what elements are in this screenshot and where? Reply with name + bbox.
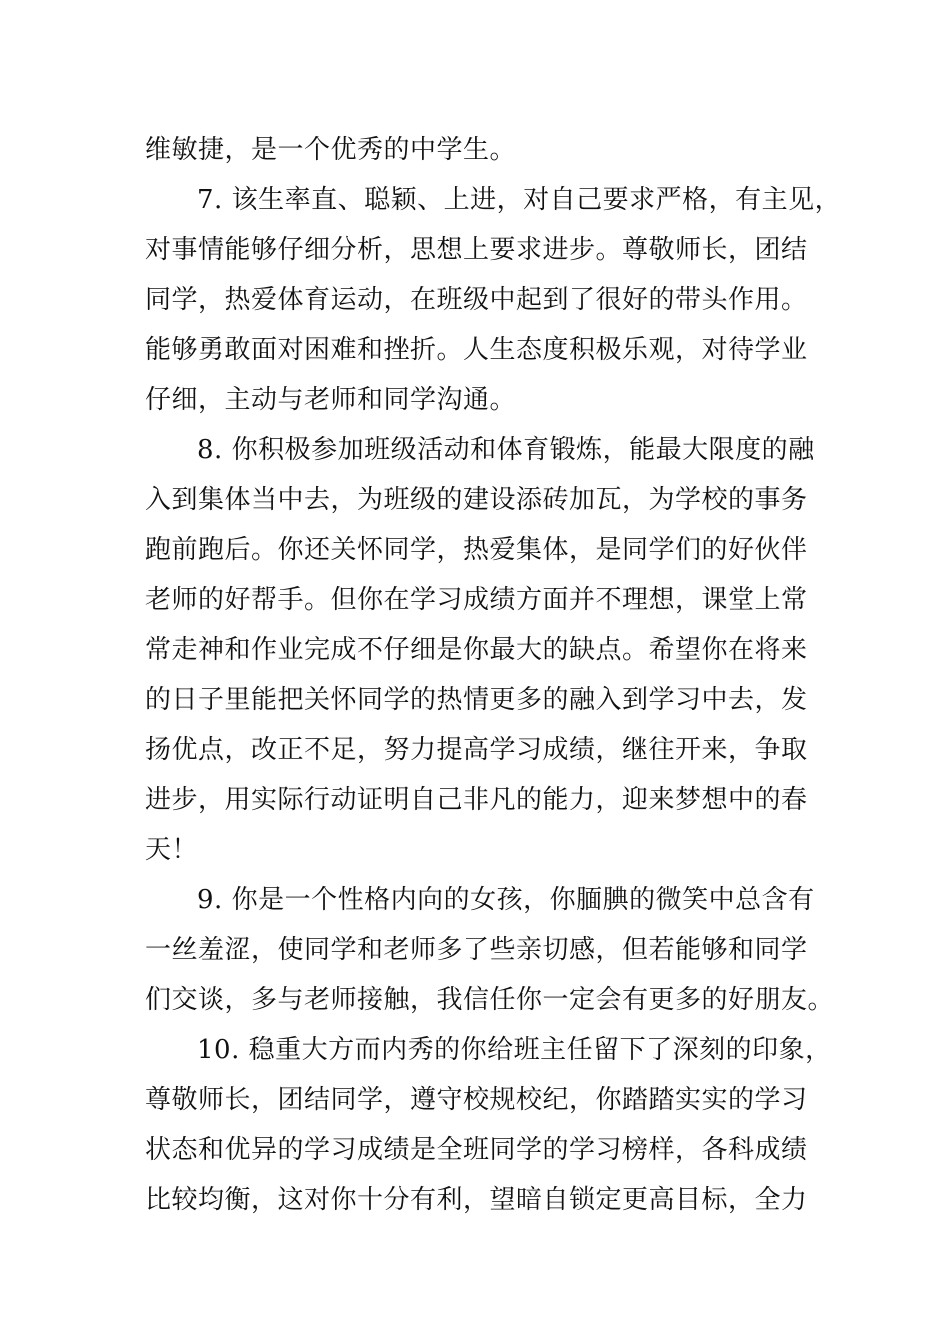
text-line: 能够勇敢面对困难和挫折。人生态度积极乐观，对待学业: [145, 335, 808, 365]
text-line: 们交谈，多与老师接触，我信任你一定会有更多的好朋友。: [145, 985, 835, 1015]
text-line: 天！: [145, 835, 199, 865]
text-line: 比较均衡，这对你十分有利，望暗自锁定更高目标，全力: [145, 1185, 808, 1215]
text-line: 一丝羞涩，使同学和老师多了些亲切感，但若能够和同学: [145, 935, 808, 965]
text-line: 7. 该生率直、聪颖、上进，对自己要求严格，有主见，: [197, 185, 842, 215]
text-line: 扬优点，改正不足，努力提高学习成绩，继往开来，争取: [145, 735, 808, 765]
text-line: 老师的好帮手。但你在学习成绩方面并不理想，课堂上常: [145, 585, 808, 615]
text-line: 进步，用实际行动证明自己非凡的能力，迎来梦想中的春: [145, 785, 808, 815]
text-line: 常走神和作业完成不仔细是你最大的缺点。希望你在将来: [145, 635, 808, 665]
text-line: 8. 你积极参加班级活动和体育锻炼，能最大限度的融: [197, 435, 815, 465]
text-line: 维敏捷，是一个优秀的中学生。: [145, 135, 517, 165]
text-line: 10. 稳重大方而内秀的你给班主任留下了深刻的印象，: [197, 1035, 832, 1065]
text-line: 状态和优异的学习成绩是全班同学的学习榜样，各科成绩: [145, 1135, 808, 1165]
text-line: 9. 你是一个性格内向的女孩，你腼腆的微笑中总含有: [197, 885, 815, 915]
text-line: 同学，热爱体育运动，在班级中起到了很好的带头作用。: [145, 285, 808, 315]
text-line: 入到集体当中去，为班级的建设添砖加瓦，为学校的事务: [145, 485, 808, 515]
text-line: 尊敬师长，团结同学，遵守校规校纪，你踏踏实实的学习: [145, 1085, 808, 1115]
text-line: 仔细，主动与老师和同学沟通。: [145, 385, 517, 415]
text-line: 跑前跑后。你还关怀同学，热爱集体，是同学们的好伙伴: [145, 535, 808, 565]
text-line: 的日子里能把关怀同学的热情更多的融入到学习中去，发: [145, 685, 808, 715]
text-line: 对事情能够仔细分析，思想上要求进步。尊敬师长，团结: [145, 235, 808, 265]
